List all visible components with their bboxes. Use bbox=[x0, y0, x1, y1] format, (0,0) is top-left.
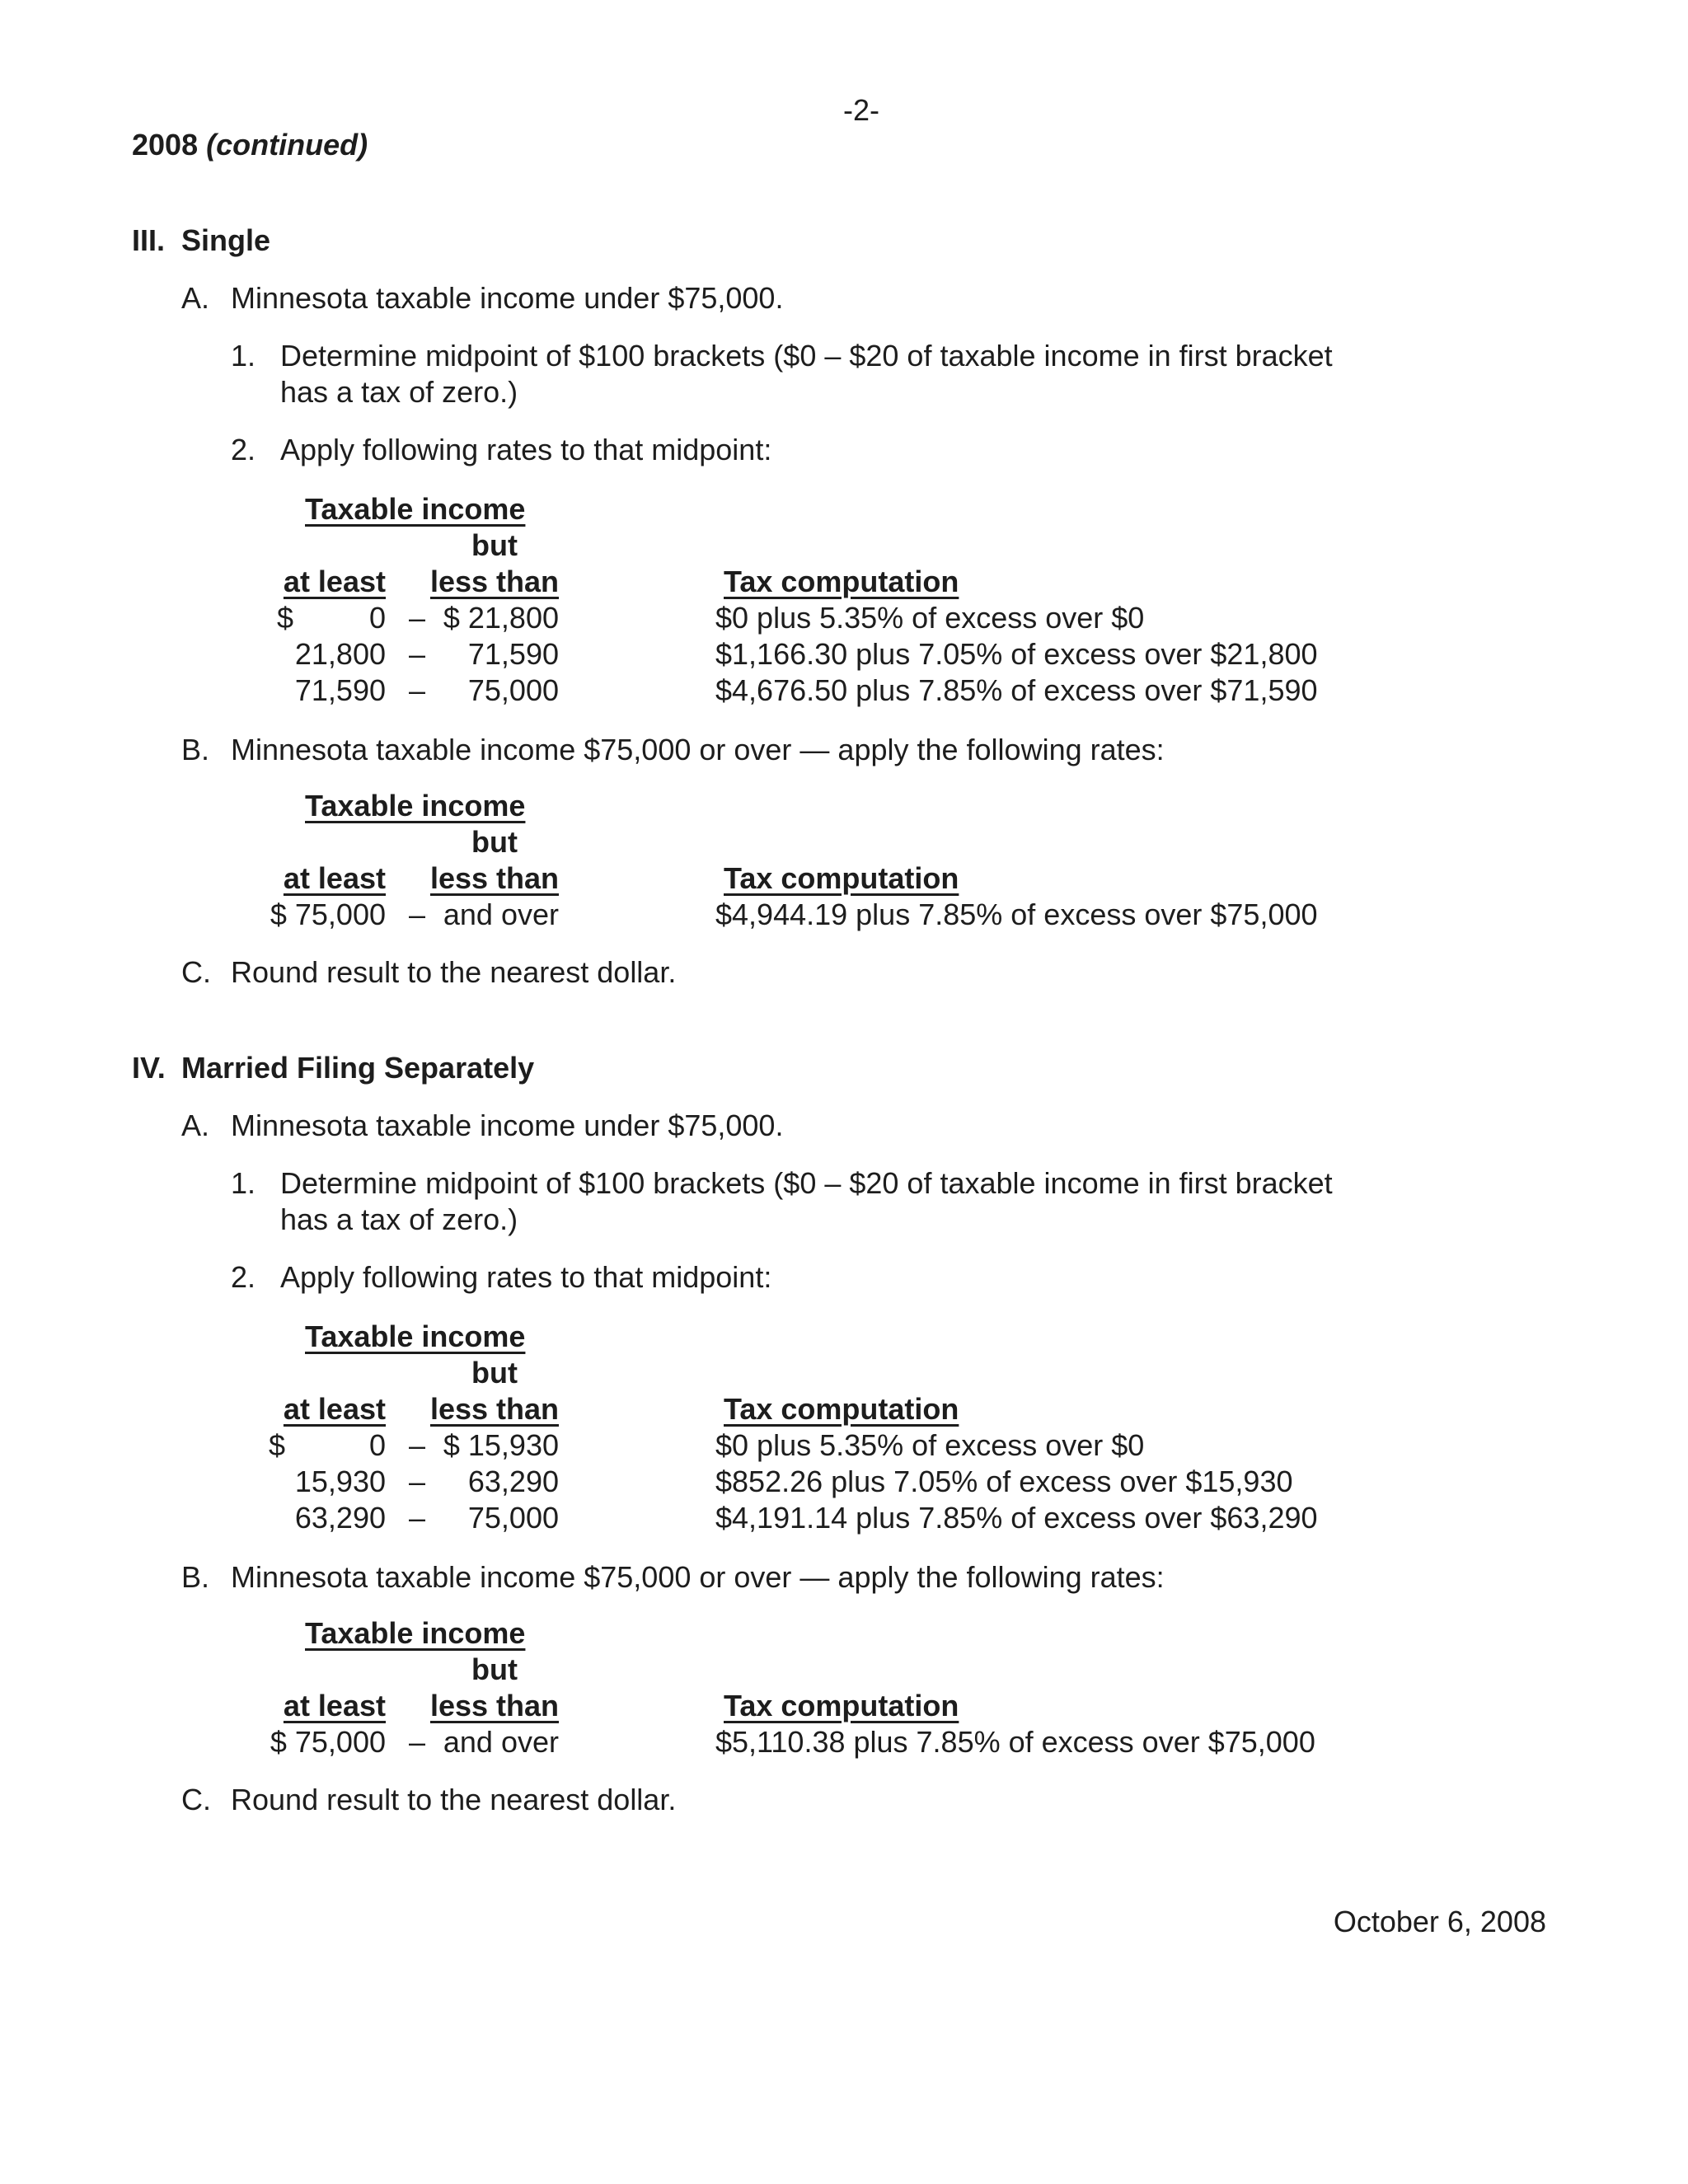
col-header-at-least: at least bbox=[283, 565, 386, 598]
table-heading-but: but bbox=[471, 1356, 518, 1390]
cell-tax-computation: $4,191.14 plus 7.85% of excess over $63,290 bbox=[715, 1501, 1318, 1535]
table-row bbox=[0, 600, 1688, 636]
table-row bbox=[0, 1500, 1688, 1536]
table-heading-but: but bbox=[471, 1652, 518, 1686]
document-date: October 6, 2008 bbox=[1333, 1905, 1546, 1938]
cell-separator: – bbox=[409, 637, 426, 671]
cell-less-than: 75,000 bbox=[467, 1501, 559, 1535]
cell-less-than: 75,000 bbox=[467, 673, 559, 707]
header-note: (continued) bbox=[206, 128, 368, 162]
item-text: Round result to the nearest dollar. bbox=[231, 955, 677, 989]
item-label: C. bbox=[181, 1783, 211, 1816]
cell-tax-computation: $4,944.19 plus 7.85% of excess over $75,000 bbox=[715, 898, 1318, 931]
cell-less-than: and over bbox=[443, 898, 559, 931]
section-number: IV. bbox=[132, 1051, 166, 1085]
cell-separator: – bbox=[409, 1501, 426, 1535]
cell-separator: – bbox=[409, 898, 426, 931]
item-text: Minnesota taxable income under $75,000. bbox=[231, 1108, 784, 1142]
col-header-less-than: less than bbox=[429, 1689, 559, 1722]
col-header-less-than: less than bbox=[429, 565, 559, 598]
cell-less-than: 71,590 bbox=[467, 637, 559, 671]
cell-tax-computation: $1,166.30 plus 7.05% of excess over $21,800 bbox=[715, 637, 1318, 671]
cell-tax-computation: $4,676.50 plus 7.85% of excess over $71,590 bbox=[715, 673, 1318, 707]
item-label: 1. bbox=[231, 339, 256, 373]
cell-at-least: $ 75,000 bbox=[270, 898, 386, 931]
cell-tax-computation: $852.26 plus 7.05% of excess over $15,930 bbox=[715, 1465, 1293, 1498]
page-number: -2- bbox=[843, 93, 879, 127]
item-text: Apply following rates to that midpoint: bbox=[280, 433, 772, 466]
table-heading-but: but bbox=[471, 528, 518, 562]
cell-separator: – bbox=[409, 1725, 426, 1759]
item-label: B. bbox=[181, 1560, 210, 1594]
cell-separator: – bbox=[409, 1428, 426, 1462]
item-text: Determine midpoint of $100 brackets ($0 – $20 of taxable income in first bracket bbox=[280, 339, 1333, 373]
col-header-at-least: at least bbox=[283, 861, 386, 895]
section-title: Single bbox=[181, 223, 271, 257]
table-heading: Taxable income bbox=[305, 492, 526, 526]
item-label: 1. bbox=[231, 1166, 256, 1200]
cell-separator: – bbox=[409, 673, 426, 707]
item-label: C. bbox=[181, 955, 211, 989]
table-row bbox=[0, 1427, 1688, 1464]
item-text: Minnesota taxable income $75,000 or over — apply the following rates: bbox=[231, 733, 1165, 766]
table-heading: Taxable income bbox=[305, 1616, 526, 1650]
col-header-less-than: less than bbox=[429, 1392, 559, 1426]
col-header-at-least: at least bbox=[283, 1392, 386, 1426]
cell-at-least: 71,590 bbox=[294, 673, 386, 707]
item-text: Determine midpoint of $100 brackets ($0 – $20 of taxable income in first bracket bbox=[280, 1166, 1333, 1200]
item-label: 2. bbox=[231, 1260, 256, 1294]
col-header-tax-computation: Tax computation bbox=[724, 565, 959, 598]
dollar-sign: $ bbox=[277, 601, 294, 635]
section-title: Married Filing Separately bbox=[181, 1051, 535, 1085]
col-header-tax-computation: Tax computation bbox=[724, 1392, 959, 1426]
table-row bbox=[0, 636, 1688, 673]
cell-less-than: $ 15,930 bbox=[443, 1428, 559, 1462]
table-heading-but: but bbox=[471, 825, 518, 859]
cell-at-least: 0 bbox=[368, 601, 386, 635]
table-row bbox=[0, 1724, 1688, 1760]
page-header bbox=[132, 127, 368, 163]
table-heading: Taxable income bbox=[305, 789, 526, 823]
header-year: 2008 bbox=[132, 128, 199, 162]
section-heading bbox=[132, 223, 270, 259]
item-text: Apply following rates to that midpoint: bbox=[280, 1260, 772, 1294]
cell-separator: – bbox=[409, 1465, 426, 1498]
cell-tax-computation: $5,110.38 plus 7.85% of excess over $75,000 bbox=[715, 1725, 1315, 1759]
item-text: has a tax of zero.) bbox=[280, 375, 518, 409]
dollar-sign: $ bbox=[269, 1428, 286, 1462]
table-row bbox=[0, 673, 1688, 709]
table-row bbox=[0, 897, 1688, 933]
item-label: A. bbox=[181, 1108, 210, 1142]
section-number: III. bbox=[132, 223, 166, 257]
cell-tax-computation: $0 plus 5.35% of excess over $0 bbox=[715, 1428, 1145, 1462]
cell-at-least: 0 bbox=[368, 1428, 386, 1462]
table-row bbox=[0, 1464, 1688, 1500]
col-header-at-least: at least bbox=[283, 1689, 386, 1722]
cell-less-than: 63,290 bbox=[467, 1465, 559, 1498]
cell-less-than: $ 21,800 bbox=[443, 601, 559, 635]
item-text: Round result to the nearest dollar. bbox=[231, 1783, 677, 1816]
col-header-less-than: less than bbox=[429, 861, 559, 895]
cell-at-least: $ 75,000 bbox=[270, 1725, 386, 1759]
cell-less-than: and over bbox=[443, 1725, 559, 1759]
cell-at-least: 21,800 bbox=[294, 637, 386, 671]
cell-tax-computation: $0 plus 5.35% of excess over $0 bbox=[715, 601, 1145, 635]
item-text: Minnesota taxable income $75,000 or over — apply the following rates: bbox=[231, 1560, 1165, 1594]
cell-separator: – bbox=[409, 601, 426, 635]
col-header-tax-computation: Tax computation bbox=[724, 861, 959, 895]
table-heading: Taxable income bbox=[305, 1319, 526, 1353]
item-label: 2. bbox=[231, 433, 256, 466]
item-text: has a tax of zero.) bbox=[280, 1202, 518, 1236]
item-label: B. bbox=[181, 733, 210, 766]
cell-at-least: 63,290 bbox=[294, 1501, 386, 1535]
cell-at-least: 15,930 bbox=[294, 1465, 386, 1498]
item-label: A. bbox=[181, 281, 210, 315]
section-heading bbox=[132, 1050, 534, 1086]
item-text: Minnesota taxable income under $75,000. bbox=[231, 281, 784, 315]
col-header-tax-computation: Tax computation bbox=[724, 1689, 959, 1722]
